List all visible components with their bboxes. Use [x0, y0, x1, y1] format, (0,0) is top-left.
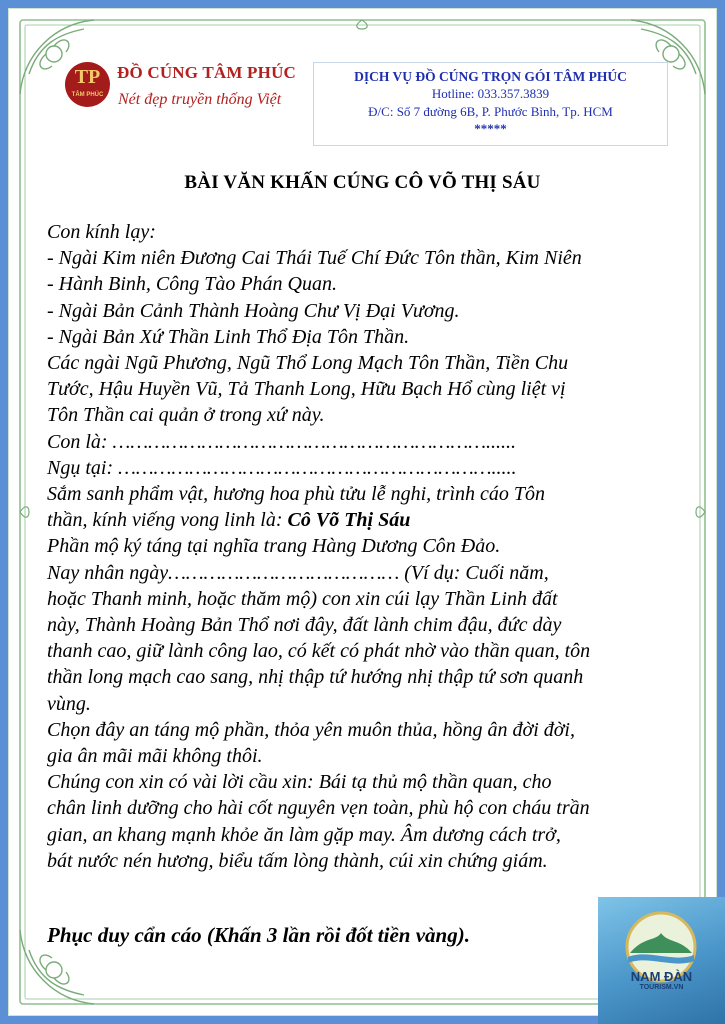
- watermark-logo: [598, 897, 725, 1024]
- prayer-line: - Hành Binh, Công Tào Phán Quan.: [47, 273, 337, 296]
- vong-linh-prefix: thần, kính viếng vong linh là:: [47, 509, 288, 532]
- prayer-line: - Ngài Bản Xứ Thần Linh Thổ Địa Tôn Thần.: [47, 325, 410, 348]
- prayer-line: Sắm sanh phẩm vật, hương hoa phù tửu lễ nghi, trình cáo Tôn: [47, 483, 546, 506]
- rating-stars: *****: [474, 121, 507, 136]
- closing-line: Phục duy cẩn cáo (Khấn 3 lần rồi đốt tiền vàng).: [47, 923, 470, 947]
- prayer-line: vùng.: [47, 692, 91, 715]
- service-info-box: [313, 62, 668, 146]
- hotline-text: Hotline: 033.357.3839: [431, 86, 550, 101]
- address-text: Đ/C: Số 7 đường 6B, P. Phước Bình, Tp. HCM: [368, 104, 613, 119]
- watermark-emblem-icon: [598, 897, 725, 1024]
- prayer-line: Tôn Thần cai quản ở trong xứ này.: [47, 404, 325, 427]
- watermark-name: NAM ĐÀN: [630, 969, 693, 984]
- service-title: DỊCH VỤ ĐỒ CÚNG TRỌN GÓI TÂM PHÚC: [354, 69, 627, 84]
- prayer-line: bát nước nén hương, biểu tấm lòng thành, cúi xin chứng giám.: [47, 849, 548, 872]
- watermark-sub: TOURISM.VN: [639, 984, 684, 991]
- prayer-line: thanh cao, giữ lành công lao, có kết có phát nhờ vào thần quan, tôn: [47, 640, 591, 663]
- prayer-line: - Ngài Kim niên Đương Cai Thái Tuế Chí Đức Tôn thần, Kim Niên: [47, 247, 582, 270]
- document-title: BÀI VĂN KHẤN CÚNG CÔ VÕ THỊ SÁU: [184, 172, 541, 193]
- prayer-line: - Ngài Bản Cảnh Thành Hoàng Chư Vị Đại Vương.: [47, 299, 460, 322]
- prayer-line: hoặc Thanh minh, hoặc thăm mộ) con xin cúi lạy Thần Linh đất: [47, 587, 558, 610]
- prayer-line-vong-linh: [47, 507, 687, 533]
- prayer-line: Chúng con xin có vài lời cầu xin: Bái tạ thủ mộ thần quan, cho: [47, 771, 552, 794]
- prayer-line: Nay nhân ngày………………………………… (Ví dụ: Cuối năm,: [47, 561, 549, 584]
- prayer-line: gia ân mãi mãi không thôi.: [47, 745, 263, 768]
- logo-subtext: TÂM PHÚC: [71, 92, 104, 98]
- prayer-line: Chọn đây an táng mộ phần, thỏa yên muôn thủa, hồng ân đời đời,: [47, 718, 575, 741]
- prayer-line: thần long mạch cao sang, nhị thập tứ hướng nhị thập tứ sơn quanh: [47, 666, 584, 689]
- prayer-line: này, Thành Hoàng Bản Thổ nơi đây, đất lành chim đậu, đức dày: [47, 614, 562, 637]
- prayer-line: Ngụ tại: ……………………………………………………….....: [47, 456, 517, 479]
- vong-linh-name: Cô Võ Thị Sáu: [287, 509, 411, 532]
- prayer-line: Phần mộ ký táng tại nghĩa trang Hàng Dương Côn Đảo.: [47, 535, 501, 558]
- prayer-line: Con kính lạy:: [47, 221, 156, 243]
- prayer-line: Con là: ………………………………………………………......: [47, 430, 517, 453]
- logo-mark: TP: [74, 66, 101, 88]
- prayer-line: gian, an khang mạnh khỏe ăn làm gặp may. Âm dương cách trở,: [47, 823, 561, 846]
- brand-slogan: Nét đẹp truyền thống Việt: [118, 91, 282, 108]
- prayer-line: Các ngài Ngũ Phương, Ngũ Thổ Long Mạch Tôn Thần, Tiền Chu: [47, 352, 569, 375]
- prayer-line: chân linh dưỡng cho hài cốt nguyên vẹn toàn, phù hộ con cháu trần: [47, 797, 590, 820]
- prayer-body: [47, 219, 687, 874]
- brand-name: ĐỒ CÚNG TÂM PHÚC: [117, 63, 297, 82]
- brand-logo: [65, 62, 110, 107]
- prayer-line: Tước, Hậu Huyền Vũ, Tả Thanh Long, Hữu Bạch Hổ cùng liệt vị: [47, 378, 566, 401]
